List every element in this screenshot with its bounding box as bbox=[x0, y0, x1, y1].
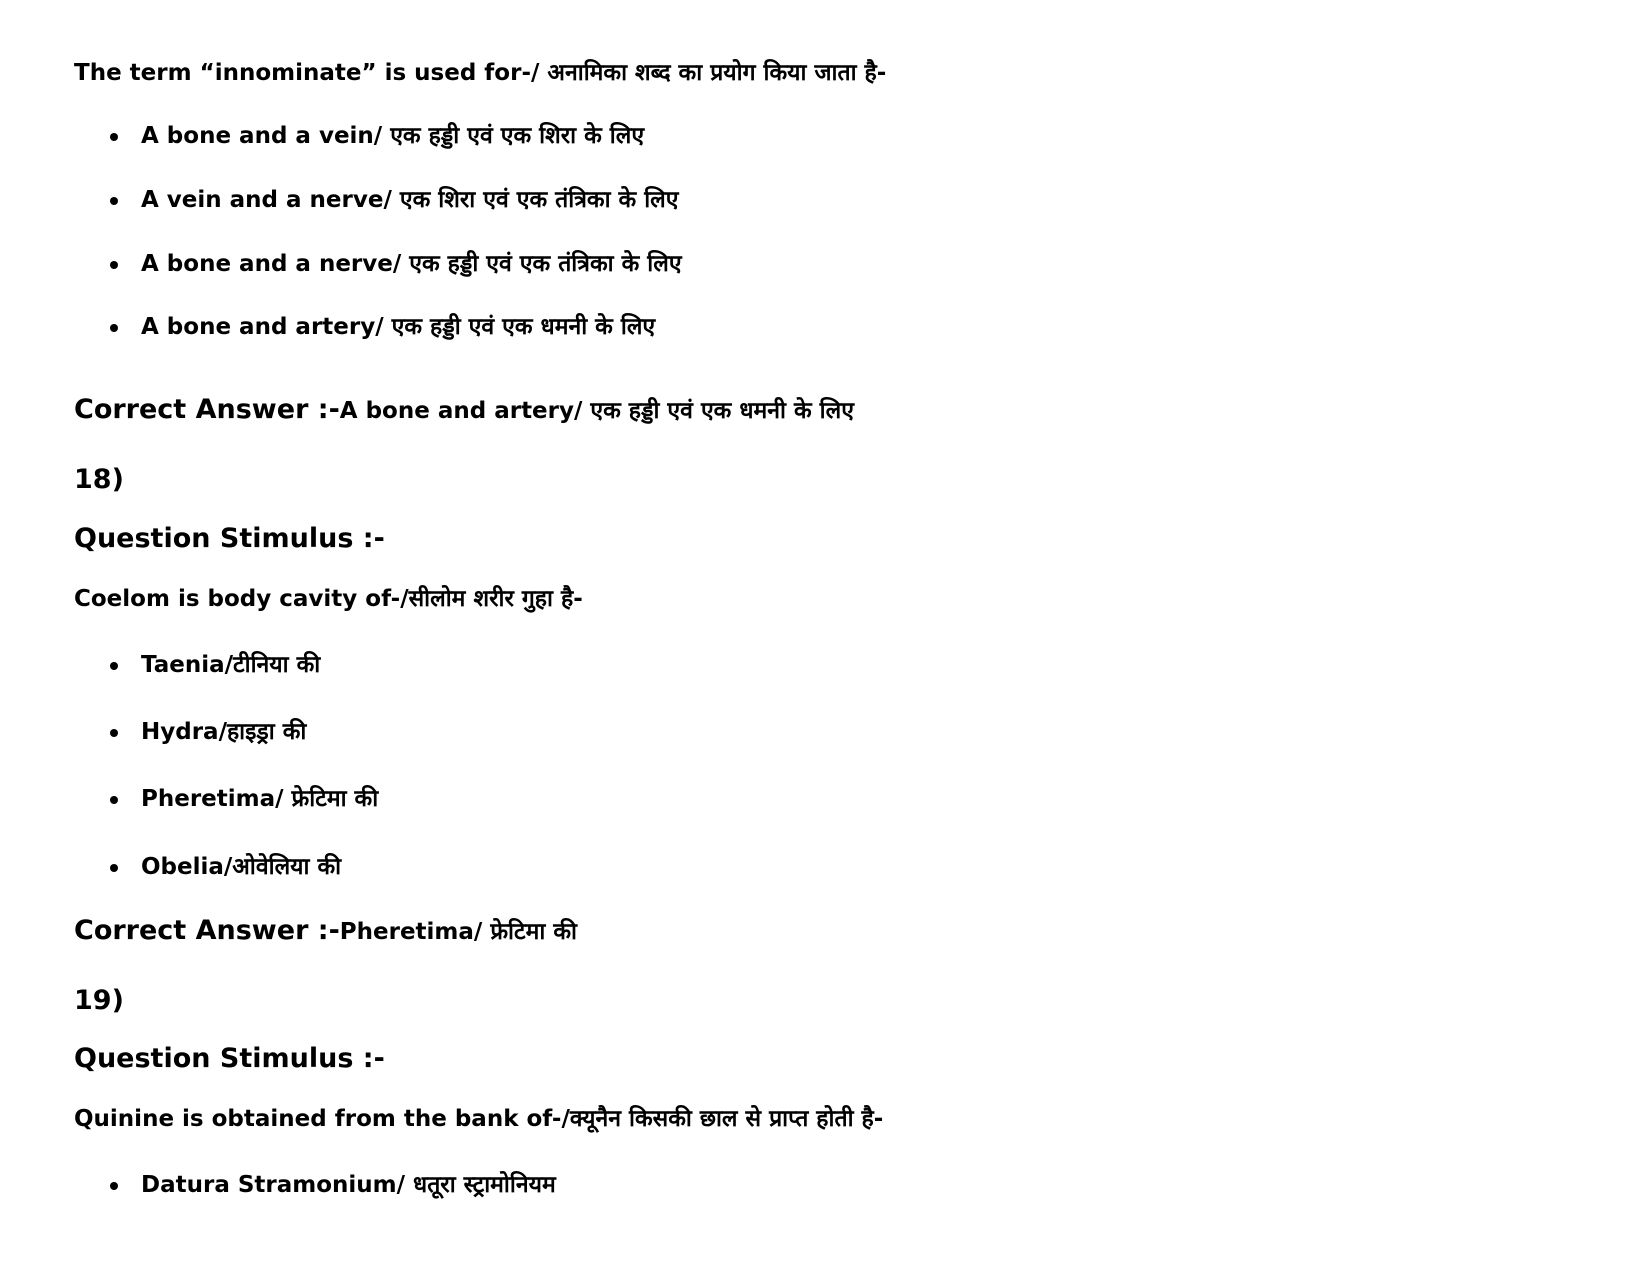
correct-answer-value: Pheretima/ फ्रेटिमा की bbox=[339, 919, 577, 945]
bullet-icon bbox=[110, 324, 118, 332]
bullet-icon bbox=[110, 796, 118, 804]
bullet-icon bbox=[110, 261, 118, 269]
bullet-icon bbox=[110, 662, 118, 670]
q18-correct-answer bbox=[74, 917, 577, 944]
q17-option-2: A vein and a nerve/ एक शिरा एवं एक तंत्रिका के लिए bbox=[141, 187, 679, 213]
q17-option-1: A bone and a vein/ एक हड्डी एवं एक शिरा के लिए bbox=[141, 123, 645, 149]
correct-answer-label: Correct Answer :- bbox=[74, 915, 340, 946]
q18-option-1: Taenia/टीनिया की bbox=[141, 652, 321, 678]
q18-heading: Question Stimulus :- bbox=[74, 523, 385, 554]
q18-option-3: Pheretima/ फ्रेटिमा की bbox=[141, 786, 379, 812]
q17-stimulus: The term “innominate” is used for-/ अनामिका शब्द का प्रयोग किया जाता है- bbox=[74, 60, 887, 86]
q18-option-2: Hydra/हाइड्रा की bbox=[141, 719, 307, 745]
document-page bbox=[74, 0, 1574, 1275]
bullet-icon bbox=[110, 197, 118, 205]
q19-number: 19) bbox=[74, 985, 124, 1016]
bullet-icon bbox=[110, 729, 118, 737]
correct-answer-label: Correct Answer :- bbox=[74, 394, 340, 425]
q18-number: 18) bbox=[74, 464, 124, 495]
q19-option-1: Datura Stramonium/ धतूरा स्ट्रामोनियम bbox=[141, 1172, 556, 1198]
q17-correct-answer bbox=[74, 396, 854, 423]
q18-stimulus: Coelom is body cavity of-/सीलोम शरीर गुहा है- bbox=[74, 586, 583, 612]
q17-option-3: A bone and a nerve/ एक हड्डी एवं एक तंत्रिका के लिए bbox=[141, 251, 682, 277]
q19-heading: Question Stimulus :- bbox=[74, 1043, 385, 1074]
bullet-icon bbox=[110, 133, 118, 141]
bullet-icon bbox=[110, 1182, 118, 1190]
q18-option-4: Obelia/ओवेलिया की bbox=[141, 854, 342, 880]
q17-option-4: A bone and artery/ एक हड्डी एवं एक धमनी के लिए bbox=[141, 314, 656, 340]
q19-stimulus: Quinine is obtained from the bank of-/क्यूनैन किसकी छाल से प्राप्त होती है- bbox=[74, 1106, 884, 1132]
correct-answer-value: A bone and artery/ एक हड्डी एवं एक धमनी के लिए bbox=[339, 398, 854, 424]
bullet-icon bbox=[110, 864, 118, 872]
